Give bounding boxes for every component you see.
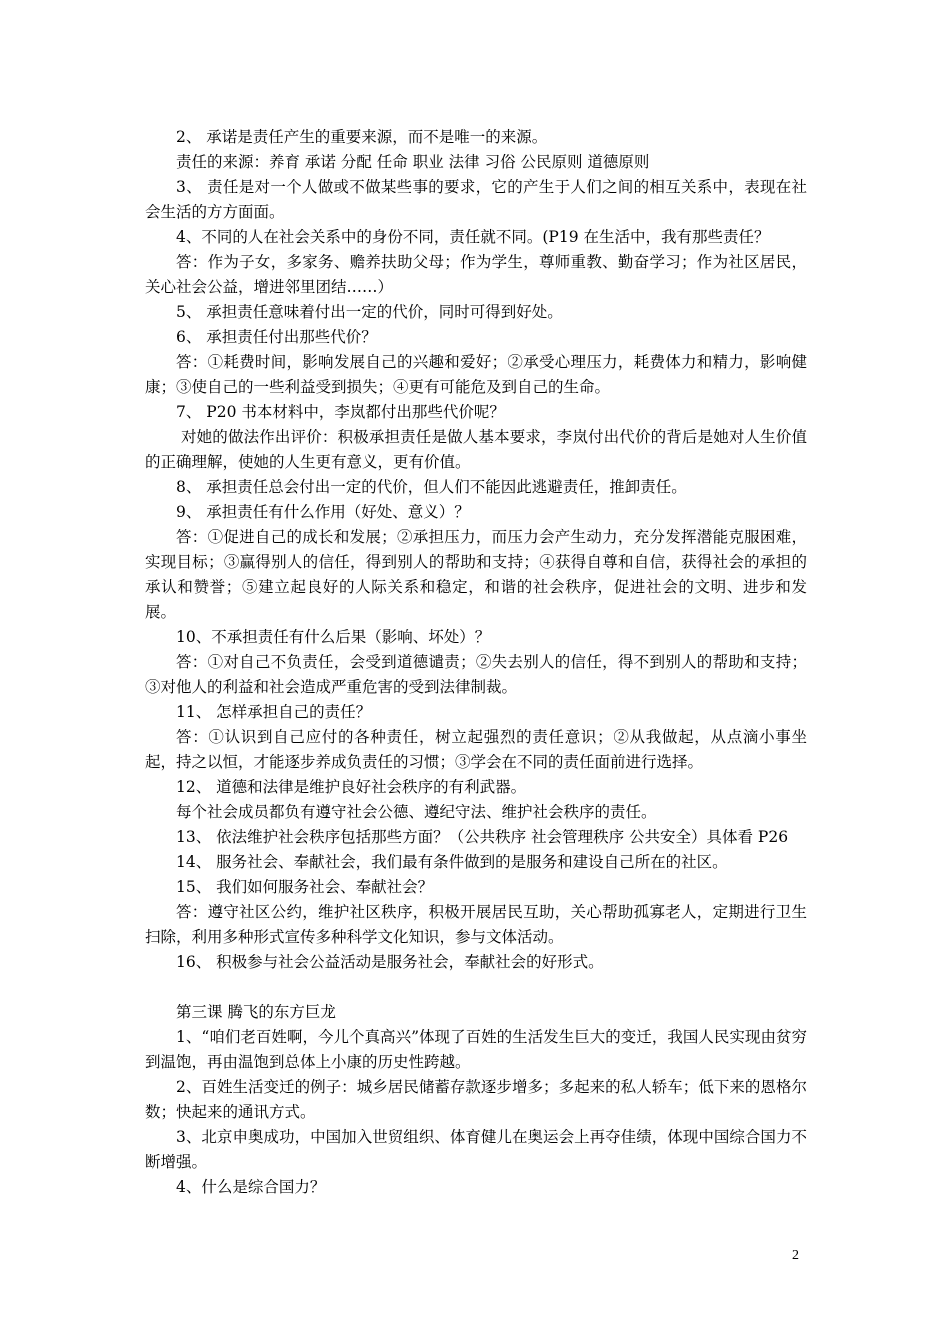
paragraph: 2、百姓生活变迁的例子：城乡居民储蓄存款逐步增多；多起来的私人轿车；低下来的恩格尔数；快起来的通讯方式。 <box>145 1078 807 1121</box>
paragraph: 答：①对自己不负责任，会受到道德谴责；②失去别人的信任，得不到别人的帮助和支持；③对他人的利益和社会造成严重危害的受到法律制裁。 <box>145 653 807 696</box>
paragraph: 8、 承担责任总会付出一定的代价，但人们不能因此逃避责任，推卸责任。 <box>176 478 687 496</box>
paragraph: 12、 道德和法律是维护良好社会秩序的有利武器。 <box>176 778 527 796</box>
section-heading: 第三课 腾飞的东方巨龙 <box>176 1003 336 1021</box>
paragraph: 14、 服务社会、奉献社会，我们最有条件做到的是服务和建设自己所在的社区。 <box>176 853 728 871</box>
blank-line <box>145 975 807 1000</box>
paragraph: 7、 P20 书本材料中，李岚都付出那些代价呢？ <box>176 403 505 421</box>
paragraph: 10、不承担责任有什么后果（影响、坏处）？ <box>176 628 491 646</box>
paragraph: 6、 承担责任付出那些代价？ <box>176 328 377 346</box>
paragraph: 对她的做法作出评价：积极承担责任是做人基本要求，李岚付出代价的背后是她对人生价值的正确理解，使她的人生更有意义，更有价值。 <box>145 428 807 471</box>
paragraph: 13、 依法维护社会秩序包括那些方面？（公共秩序 社会管理秩序 公共安全）具体看 P26 <box>176 828 789 846</box>
paragraph: 答：①耗费时间，影响发展自己的兴趣和爱好；②承受心理压力，耗费体力和精力，影响健康；③使自己的一些利益受到损失；④更有可能危及到自己的生命。 <box>145 353 807 396</box>
paragraph: 3、 责任是对一个人做或不做某些事的要求，它的产生于人们之间的相互关系中，表现在社会生活的方方面面。 <box>145 178 807 221</box>
paragraph: 答：①认识到自己应付的各种责任，树立起强烈的责任意识；②从我做起，从点滴小事坐起，持之以恒，才能逐步养成负责任的习惯；③学会在不同的责任面前进行选择。 <box>145 728 807 771</box>
paragraph: 答：①促进自己的成长和发展；②承担压力，而压力会产生动力，充分发挥潜能克服困难，实现目标；③赢得别人的信任，得到别人的帮助和支持；④获得自尊和自信，获得社会的承担的承认和赞誉；⑤建立起良好的人际关系和稳定，和谐的社会秩序，促进社会的文明、进步和发展。 <box>145 528 807 621</box>
paragraph: 每个社会成员都负有遵守社会公德、遵纪守法、维护社会秩序的责任。 <box>176 803 657 821</box>
paragraph: 答：遵守社区公约，维护社区秩序，积极开展居民互助，关心帮助孤寡老人，定期进行卫生扫除，利用多种形式宣传多种科学文化知识，参与文体活动。 <box>145 903 807 946</box>
paragraph: 答：作为子女，多家务、赡养扶助父母；作为学生，尊师重教、勤奋学习；作为社区居民，关心社会公益，增进邻里团结……） <box>145 253 807 296</box>
paragraph: 4、不同的人在社会关系中的身份不同，责任就不同。(P19 在生活中，我有那些责任？ <box>176 228 770 246</box>
paragraph: 4、什么是综合国力？ <box>176 1178 326 1196</box>
paragraph: 2、 承诺是责任产生的重要来源，而不是唯一的来源。 <box>176 128 548 146</box>
paragraph: 3、北京申奥成功，中国加入世贸组织、体育健儿在奥运会上再夺佳绩，体现中国综合国力不断增强。 <box>145 1128 807 1171</box>
paragraph: 1、“咱们老百姓啊，今儿个真高兴”体现了百姓的生活发生巨大的变迁，我国人民实现由贫穷到温饱，再由温饱到总体上小康的历史性跨越。 <box>145 1028 807 1071</box>
paragraph: 责任的来源：养育 承诺 分配 任命 职业 法律 习俗 公民原则 道德原则 <box>176 153 650 171</box>
document-body <box>145 125 807 1200</box>
paragraph: 15、 我们如何服务社会、奉献社会？ <box>176 878 434 896</box>
paragraph: 16、 积极参与社会公益活动是服务社会，奉献社会的好形式。 <box>176 953 604 971</box>
paragraph: 5、 承担责任意味着付出一定的代价，同时可得到好处。 <box>176 303 563 321</box>
paragraph: 11、 怎样承担自己的责任？ <box>176 703 372 721</box>
page-number: 2 <box>792 1248 799 1263</box>
paragraph: 9、 承担责任有什么作用（好处、意义）？ <box>176 503 470 521</box>
